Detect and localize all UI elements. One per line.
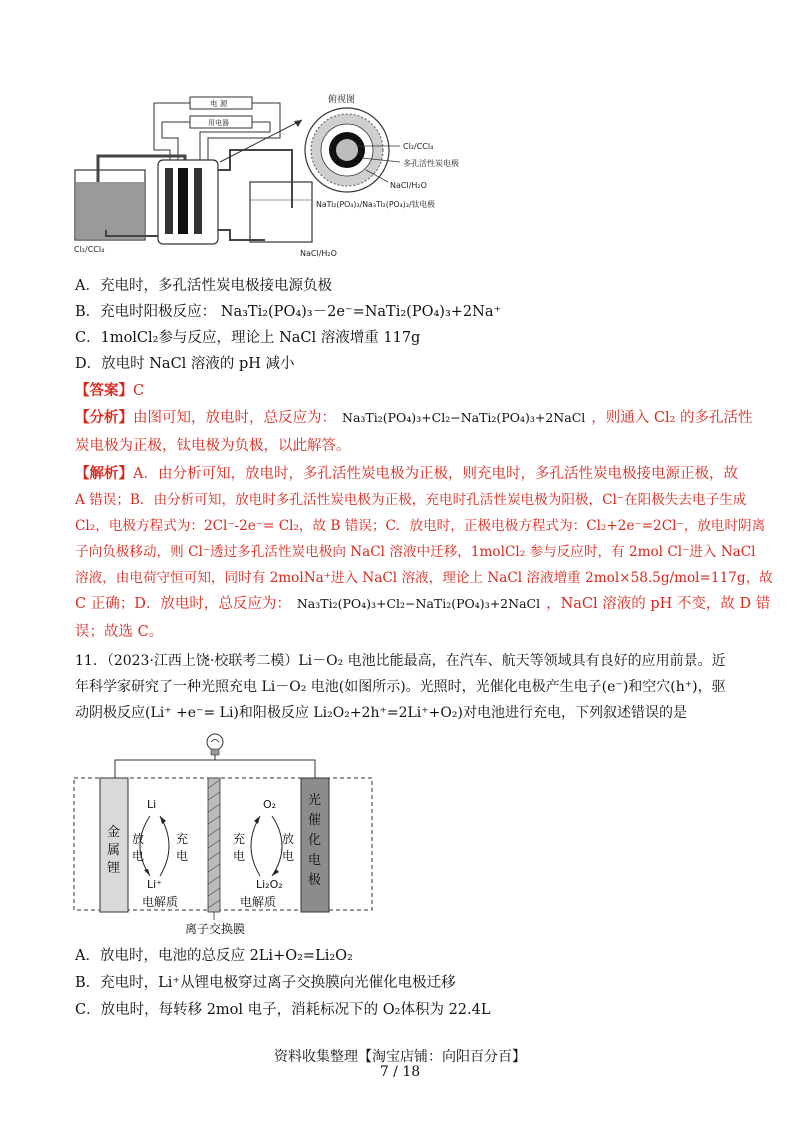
right-charge-0: 充 (233, 832, 246, 846)
detail-line-2: Cl₂，电极方程式为：2Cl⁻-2e⁻= Cl₂，故 B 错误；C．放电时，正极电极方程式为：Cl₂+2e⁻=2Cl⁻，放电时阴离 (75, 518, 766, 534)
analysis-text2: ，则通入 Cl₂ 的多孔活性 (591, 410, 753, 426)
detail-last-suffix: ，NaCl 溶液的 pH 不变，故 D 错 (546, 596, 771, 612)
wire-right (208, 103, 280, 168)
right-discharge-0: 放 (282, 832, 295, 846)
label-cl2-ccl4: Cl₂/CCl₄ (403, 142, 434, 151)
q11-option-b: B．充电时，Li⁺从锂电极穿过离子交换膜向光催化电极迁移 (75, 975, 456, 991)
right-li2o2: Li₂O₂ (256, 878, 283, 891)
top-view-label: 俯视图 (328, 95, 356, 105)
left-discharge-arrow (140, 816, 150, 876)
q11-stem-1: 11．（2023·江西上饶·校联考二模）Li－O₂ 电池比能最高，在汽车、航天等领域具有良好的应用前景。近 (75, 653, 726, 669)
left-discharge-0: 放 (132, 832, 145, 846)
detail-line-4: 溶液，由电荷守恒可知，同时有 2molNa⁺进入 NaCl 溶液，理论上 NaCl 溶液增重 2mol×58.5g/mol=117g，故 (75, 570, 773, 586)
detail-line-1: A 错误；B．由分析可知，放电时多孔活性炭电极为正极，充电时孔活性炭电极为阳极，Cl⁻在阳极失去电子生成 (75, 492, 747, 508)
photo-char-2: 化 (308, 833, 322, 848)
q10-option-c: C．1molCl₂参与反应，理论上 NaCl 溶液增重 117g (75, 330, 421, 346)
detail-line-0: A．由分析可知，放电时，多孔活性炭电极为正极，则充电时，多孔活性炭电极接电源正极，故 (133, 466, 738, 482)
photo-char-1: 催 (308, 813, 322, 828)
left-li: Li (147, 798, 157, 811)
photo-char-3: 电 (308, 853, 322, 868)
footer-source: 资料收集整理【淘宝店铺：向阳百分百】 (274, 1049, 526, 1065)
page-number: 7 / 18 (379, 1064, 421, 1080)
q11-option-c: C．放电时，每转移 2mol 电子，消耗标况下的 O₂体积为 22.4L (75, 1002, 491, 1018)
left-li-ion: Li⁺ (147, 878, 162, 891)
q11-stem-2: 年科学家研究了一种光照充电 Li－O₂ 电池(如图所示)。光照时，光催化电极产生电子(e⁻)和空穴(h⁺)，驱 (75, 679, 726, 695)
detail-last-formula: Na₃Ti₂(PO₄)₃+Cl₂−NaTi₂(PO₄)₃+2NaCl (296, 596, 541, 611)
analysis-tag: 【分析】 (75, 409, 133, 426)
q10-detail-last (75, 594, 770, 614)
cell-electrode-3 (194, 168, 202, 234)
q10-analysis-line1 (75, 408, 753, 428)
li-electrode-char-1: 属 (107, 843, 121, 858)
bulb-base (211, 749, 219, 755)
right-charge-arrow (251, 816, 260, 876)
li-electrode-char-2: 锂 (107, 861, 121, 876)
q10-option-d: D．放电时 NaCl 溶液的 pH 减小 (75, 356, 295, 372)
q10-answer (75, 381, 144, 401)
membrane-label: 离子交换膜 (185, 922, 246, 936)
left-charge-0: 充 (176, 832, 189, 846)
label-carbon: 多孔活性炭电极 (403, 159, 459, 168)
photo-char-0: 光 (308, 793, 322, 808)
label-nacl-h2o: NaCl/H₂O (390, 181, 427, 190)
left-discharge-1: 电 (132, 849, 145, 863)
right-discharge-arrow (272, 816, 282, 876)
detail-last-prefix: C 正确；D．放电时，总反应为： (75, 596, 291, 612)
lightbulb-icon (207, 734, 223, 750)
right-beaker (250, 182, 312, 242)
q10-analysis-line2: 炭电极为正极，钛电极为负极，以此解答。 (75, 438, 351, 454)
right-charge-1: 电 (233, 849, 246, 863)
electrolyte-right: 电解质 (240, 895, 277, 909)
detail-tag: 【解析】 (75, 465, 133, 482)
li-electrode-char-0: 金 (107, 825, 121, 840)
external-wire (115, 755, 315, 778)
right-discharge-arrowhead (272, 869, 279, 876)
cell-electrode-2 (178, 168, 188, 234)
answer-tag: 【答案】 (75, 382, 133, 399)
figure-cell-diagram (70, 90, 490, 265)
cell-electrode-1 (165, 168, 173, 234)
appliance-label: 用电器 (208, 119, 229, 127)
q11-stem-3: 动阴极反应(Li⁺ +e⁻= Li)和阳极反应 Li₂O₂+2h⁺=2Li⁺+O₂)对电池进行充电，下列叙述错误的是 (75, 705, 687, 721)
right-discharge-1: 电 (282, 849, 295, 863)
right-beaker-label: NaCl/H₂O (300, 249, 337, 258)
left-charge-arrowhead (160, 816, 166, 824)
electrolyte-left: 电解质 (142, 895, 179, 909)
power-supply-label: 电 源 (210, 99, 228, 108)
q11-option-a: A．放电时，电池的总反应 2Li+O₂=Li₂O₂ (75, 948, 353, 964)
right-charge-arrowhead (254, 816, 260, 824)
figure-li-o2-battery (70, 728, 380, 940)
detail-end: 误；故选 C。 (75, 624, 164, 640)
analysis-text1: 由图可知，放电时，总反应为： (133, 410, 336, 426)
left-charge-arrow (160, 816, 169, 876)
photo-char-4: 极 (308, 873, 322, 888)
detail-line-3: 子向负极移动，则 Cl⁻透过多孔活性炭电极向 NaCl 溶液中迁移，1molCl₂ 参与反应时，有 2mol Cl⁻进入 NaCl (75, 544, 756, 560)
q10-option-b: B．充电时阳极反应： Na₃Ti₂(PO₄)₃－2e⁻=NaTi₂(PO₄)₃+2Na⁺ (75, 304, 502, 320)
left-charge-1: 电 (176, 849, 189, 863)
left-beaker-liquid (76, 182, 144, 239)
top-view-cl2 (336, 139, 358, 161)
left-discharge-arrowhead (144, 869, 150, 876)
label-ti-electrode: NaTi₂(PO₄)₃/Na₃Ti₂(PO₄)₂/钛电极 (316, 200, 435, 209)
left-beaker-label: Cl₂/CCl₄ (74, 245, 105, 254)
q10-detail-line1 (75, 464, 738, 484)
analysis-formula: Na₃Ti₂(PO₄)₃+Cl₂−NaTi₂(PO₄)₃+2NaCl (342, 410, 586, 425)
q10-option-a: A．充电时，多孔活性炭电极接电源负极 (75, 278, 332, 294)
right-o2: O₂ (263, 798, 277, 811)
answer-value: C (133, 383, 145, 399)
